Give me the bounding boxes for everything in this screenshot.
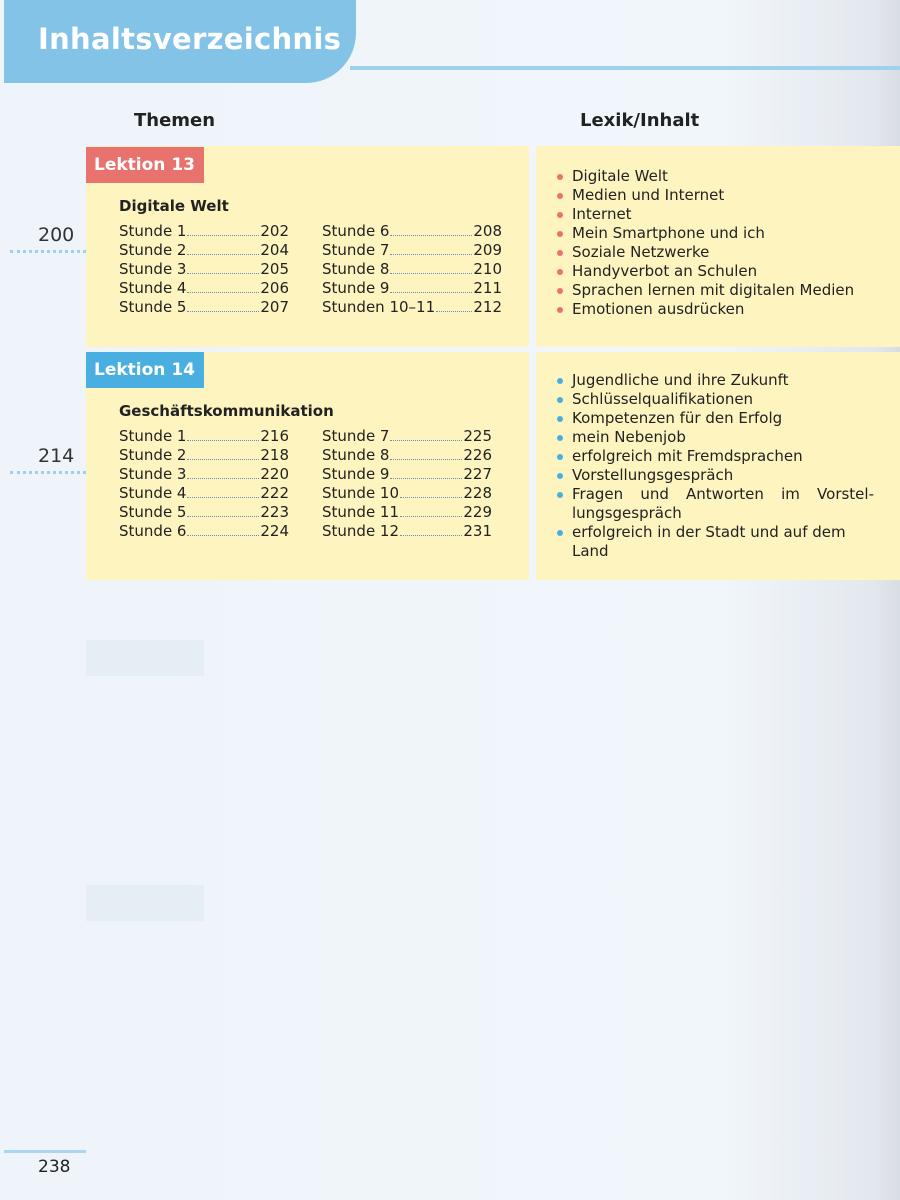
lesson-13-badge[interactable]: Lektion 13 xyxy=(86,147,204,183)
content-item: Jugendliche und ihre Zukunft xyxy=(556,371,874,390)
content-item: Vorstellungsgespräch xyxy=(556,466,874,485)
content-item: Handyverbot an Schulen xyxy=(556,262,854,281)
side-divider xyxy=(10,471,86,474)
content-item: Internet xyxy=(556,205,854,224)
content-item: Fragen und Antworten im Vorstel- lungsgespräch xyxy=(556,485,874,523)
toc-entry[interactable]: Stunde 5 207 xyxy=(119,298,289,316)
content-item: Soziale Netzwerke xyxy=(556,243,854,262)
lesson-13-toc-left xyxy=(119,221,289,316)
bullet-icon xyxy=(557,435,563,441)
page-title: Inhaltsverzeichnis xyxy=(38,22,342,56)
bullet-icon xyxy=(557,212,563,218)
footer-rule xyxy=(4,1150,86,1153)
page-number: 238 xyxy=(38,1157,71,1177)
lesson-13-topic: Digitale Welt xyxy=(119,197,229,215)
toc-entry[interactable]: Stunde 8 226 xyxy=(322,446,492,464)
lesson-14-start-page: 214 xyxy=(38,445,75,467)
bullet-icon xyxy=(557,288,563,294)
content-item: Medien und Internet xyxy=(556,186,854,205)
bleed-through-shape xyxy=(86,640,204,676)
toc-entry[interactable]: Stunde 2 204 xyxy=(119,241,289,259)
bullet-icon xyxy=(557,492,563,498)
lesson-13-start-page: 200 xyxy=(38,224,75,246)
toc-entry[interactable]: Stunde 8 210 xyxy=(322,260,502,278)
toc-entry[interactable]: Stunde 4 222 xyxy=(119,484,289,502)
toc-entry[interactable]: Stunde 6 208 xyxy=(322,222,502,240)
title-rule xyxy=(350,66,900,70)
lesson-14-badge[interactable]: Lektion 14 xyxy=(86,352,204,388)
bullet-icon xyxy=(557,307,563,313)
content-item: Emotionen ausdrücken xyxy=(556,300,854,319)
content-item: erfolgreich in der Stadt und auf dem Land xyxy=(556,523,874,561)
toc-entry[interactable]: Stunde 3 220 xyxy=(119,465,289,483)
toc-entry[interactable]: Stunde 9 211 xyxy=(322,279,502,297)
toc-entry[interactable]: Stunde 2 218 xyxy=(119,446,289,464)
bullet-icon xyxy=(557,269,563,275)
content-item: Mein Smartphone und ich xyxy=(556,224,854,243)
bullet-icon xyxy=(557,473,563,479)
content-item: Kompetenzen für den Erfolg xyxy=(556,409,874,428)
lesson-14-toc-right xyxy=(322,426,492,540)
toc-entry[interactable]: Stunde 7 225 xyxy=(322,427,492,445)
content-item: Sprachen lernen mit digitalen Medien xyxy=(556,281,854,300)
content-item: Schlüsselqualifikationen xyxy=(556,390,874,409)
toc-entry[interactable]: Stunde 5 223 xyxy=(119,503,289,521)
toc-entry[interactable]: Stunde 12 231 xyxy=(322,522,492,540)
bullet-icon xyxy=(557,193,563,199)
lesson-14-topic: Geschäftskommunikation xyxy=(119,402,334,420)
bullet-icon xyxy=(557,397,563,403)
toc-entry[interactable]: Stunden 10–11 212 xyxy=(322,298,502,316)
bullet-icon xyxy=(557,174,563,180)
toc-entry[interactable]: Stunde 7 209 xyxy=(322,241,502,259)
content-item: Digitale Welt xyxy=(556,167,854,186)
content-item: erfolgreich mit Fremdsprachen xyxy=(556,447,874,466)
toc-entry[interactable]: Stunde 3 205 xyxy=(119,260,289,278)
toc-entry[interactable]: Stunde 9 227 xyxy=(322,465,492,483)
toc-entry[interactable]: Stunde 10 228 xyxy=(322,484,492,502)
bullet-icon xyxy=(557,231,563,237)
bullet-icon xyxy=(557,454,563,460)
toc-entry[interactable]: Stunde 6 224 xyxy=(119,522,289,540)
title-tab xyxy=(4,0,356,83)
bullet-icon xyxy=(557,530,563,536)
column-header-lexis: Lexik/Inhalt xyxy=(580,110,700,131)
column-header-themes: Themen xyxy=(134,110,216,131)
toc-entry[interactable]: Stunde 11 229 xyxy=(322,503,492,521)
side-divider xyxy=(10,250,86,253)
bullet-icon xyxy=(557,416,563,422)
lesson-14-toc-left xyxy=(119,426,289,540)
lesson-13-content-list xyxy=(556,167,854,319)
toc-entry[interactable]: Stunde 1 202 xyxy=(119,222,289,240)
bleed-through-shape xyxy=(86,885,204,921)
bullet-icon xyxy=(557,250,563,256)
toc-entry[interactable]: Stunde 1 216 xyxy=(119,427,289,445)
bullet-icon xyxy=(557,378,563,384)
content-item: mein Nebenjob xyxy=(556,428,874,447)
toc-entry[interactable]: Stunde 4 206 xyxy=(119,279,289,297)
lesson-14-content-list xyxy=(556,371,874,561)
lesson-13-toc-right xyxy=(322,221,502,316)
